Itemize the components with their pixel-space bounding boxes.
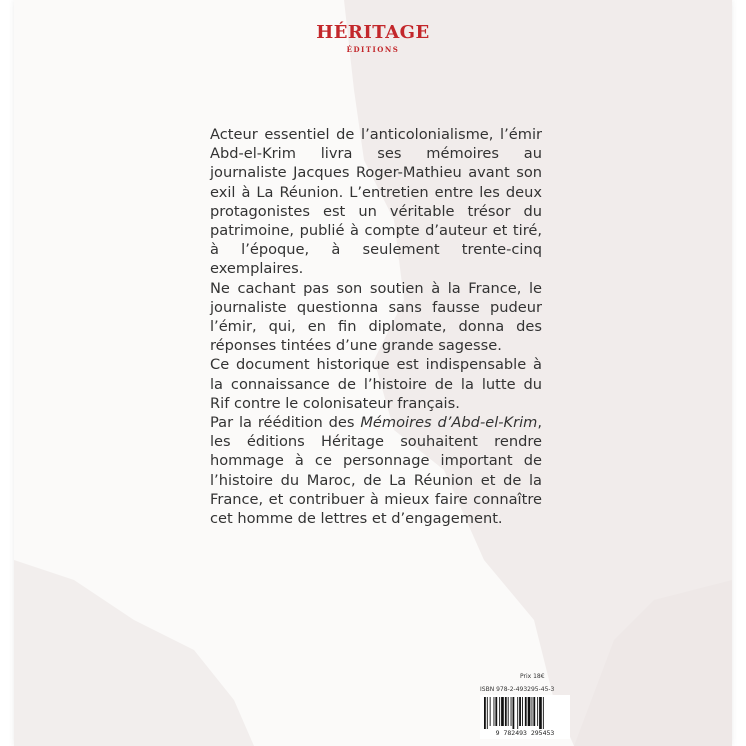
barcode-bar (501, 697, 504, 726)
book-title: Mémoires d’Abd-el-Krim (360, 414, 538, 432)
barcode-bar (490, 697, 491, 726)
barcode-bar (519, 697, 521, 726)
blurb-paragraph-1: Acteur essentiel de l’anticolonialisme, l’émir Abd-el-Krim livra ses mémoires au journaliste Jacques Roger-Mathieu avant son exil à La Réunion. L’entretien entre les deux protagonistes est un véritable trésor du patrimoine, publié à compte d’auteur et tiré, à l’époque, à seulement trente-cinq exemplaires. (210, 126, 542, 278)
barcode-bar (539, 697, 542, 729)
barcode-bar (487, 697, 488, 729)
blurb-paragraph-2: Ne cachant pas son soutien à la France, le journaliste questionna sans fausse pudeur l’émir, qui, en fin diplomate, donna des réponses tintées d’une grande sagesse. (210, 279, 542, 355)
blurb-paragraph-4 (210, 413, 542, 528)
barcode (480, 695, 570, 739)
blurb-p4-intro: Par la réédition des (210, 414, 361, 432)
barcode-bar (543, 697, 544, 729)
barcode-bar (513, 697, 515, 729)
publisher-sub: ÉDITIONS (346, 45, 400, 54)
barcode-bar (525, 697, 527, 726)
barcode-bar (505, 697, 507, 726)
blurb-paragraph-3: Ce document historique est indispensable à la connaissance de l’histoire de la lutte du Rif contre le colonisateur français. (210, 356, 542, 412)
barcode-bar (537, 697, 538, 726)
barcode-bar (533, 697, 535, 726)
barcode-bar (508, 697, 509, 726)
barcode-bar (511, 697, 512, 726)
barcode-bar (517, 697, 518, 729)
barcode-bar (494, 697, 495, 726)
barcode-bar (484, 697, 486, 729)
barcode-bar (495, 697, 497, 726)
price-label: Prix 18€ (520, 673, 545, 680)
back-cover-blurb (210, 125, 542, 528)
publisher-name: HÉRITAGE (316, 22, 430, 43)
barcode-icon (484, 697, 566, 729)
barcode-bar (499, 697, 500, 726)
isbn-label: ISBN 978-2-493295-45-3 (480, 686, 555, 693)
barcode-number: 9 782493 295453 (495, 729, 555, 737)
barcode-bar (528, 697, 531, 726)
blurb-p4-rest: , les éditions Héritage souhaitent rendre hommage à ce personnage important de l’histoire du Maroc, de La Réunion et de la France, et contribuer à mieux faire connaître cet homme de lettres et d’engagement. (210, 414, 542, 528)
barcode-bar (522, 697, 523, 726)
barcode-bar (532, 697, 533, 726)
